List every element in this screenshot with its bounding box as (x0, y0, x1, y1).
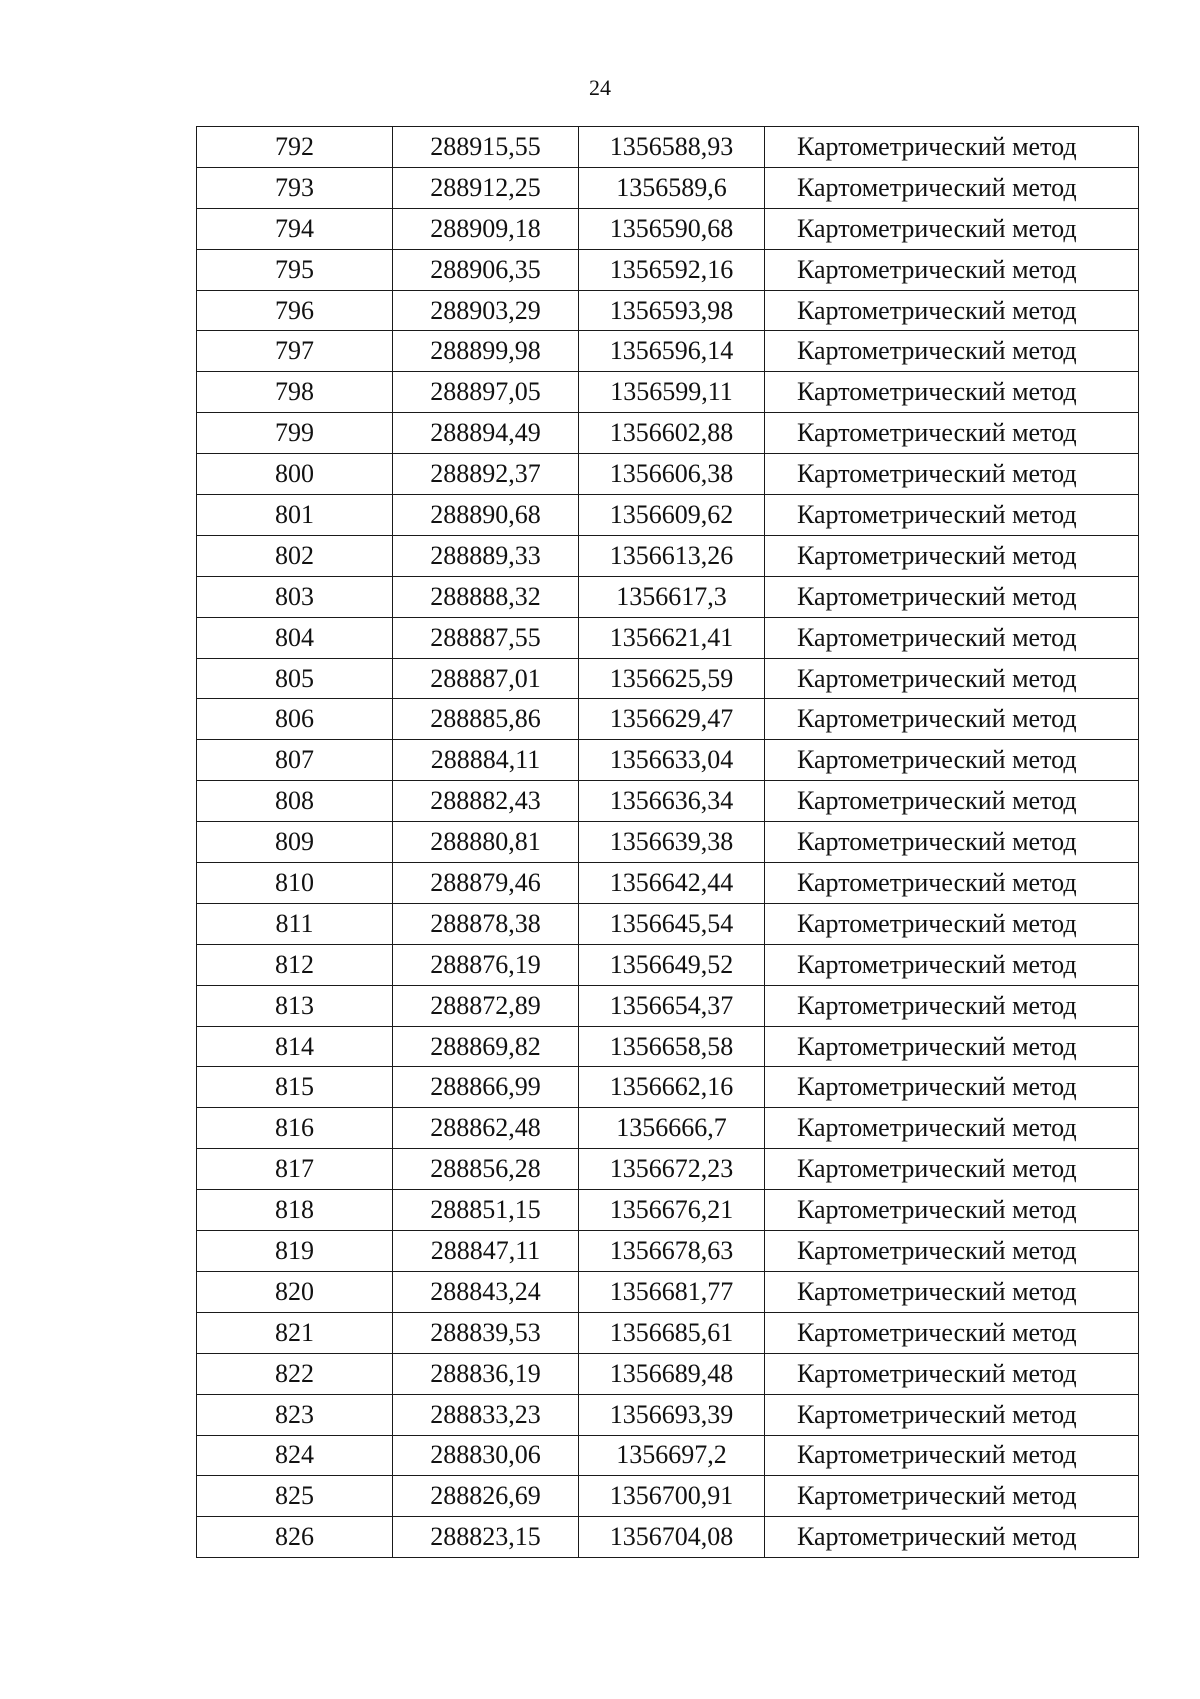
y-coordinate-cell: 1356697,2 (579, 1435, 765, 1476)
point-number-cell: 800 (197, 454, 393, 495)
point-number-cell: 809 (197, 822, 393, 863)
table-row (197, 331, 1139, 372)
point-number-cell: 799 (197, 413, 393, 454)
method-cell: Картометрический метод (765, 127, 1139, 168)
method-cell: Картометрический метод (765, 167, 1139, 208)
point-number-cell: 807 (197, 740, 393, 781)
y-coordinate-cell: 1356629,47 (579, 699, 765, 740)
coordinates-table-body (197, 127, 1139, 1558)
method-cell: Картометрический метод (765, 985, 1139, 1026)
table-row (197, 658, 1139, 699)
x-coordinate-cell: 288897,05 (393, 372, 579, 413)
table-row (197, 454, 1139, 495)
table-row (197, 1353, 1139, 1394)
y-coordinate-cell: 1356625,59 (579, 658, 765, 699)
y-coordinate-cell: 1356693,39 (579, 1394, 765, 1435)
table-row (197, 1271, 1139, 1312)
x-coordinate-cell: 288888,32 (393, 576, 579, 617)
page-number: 24 (589, 75, 611, 100)
point-number-cell: 794 (197, 208, 393, 249)
x-coordinate-cell: 288906,35 (393, 249, 579, 290)
point-number-cell: 812 (197, 944, 393, 985)
method-cell: Картометрический метод (765, 944, 1139, 985)
y-coordinate-cell: 1356681,77 (579, 1271, 765, 1312)
table-row (197, 1231, 1139, 1272)
y-coordinate-cell: 1356662,16 (579, 1067, 765, 1108)
point-number-cell: 795 (197, 249, 393, 290)
method-cell: Картометрический метод (765, 1026, 1139, 1067)
x-coordinate-cell: 288866,99 (393, 1067, 579, 1108)
x-coordinate-cell: 288872,89 (393, 985, 579, 1026)
table-row (197, 495, 1139, 536)
table-row (197, 822, 1139, 863)
table-row (197, 127, 1139, 168)
table-row (197, 1394, 1139, 1435)
table-row (197, 576, 1139, 617)
method-cell: Картометрический метод (765, 331, 1139, 372)
y-coordinate-cell: 1356689,48 (579, 1353, 765, 1394)
method-cell: Картометрический метод (765, 1190, 1139, 1231)
x-coordinate-cell: 288903,29 (393, 290, 579, 331)
point-number-cell: 819 (197, 1231, 393, 1272)
point-number-cell: 798 (197, 372, 393, 413)
x-coordinate-cell: 288876,19 (393, 944, 579, 985)
method-cell: Картометрический метод (765, 1435, 1139, 1476)
point-number-cell: 824 (197, 1435, 393, 1476)
y-coordinate-cell: 1356592,16 (579, 249, 765, 290)
method-cell: Картометрический метод (765, 208, 1139, 249)
point-number-cell: 801 (197, 495, 393, 536)
y-coordinate-cell: 1356617,3 (579, 576, 765, 617)
x-coordinate-cell: 288912,25 (393, 167, 579, 208)
y-coordinate-cell: 1356676,21 (579, 1190, 765, 1231)
method-cell: Картометрический метод (765, 1149, 1139, 1190)
y-coordinate-cell: 1356654,37 (579, 985, 765, 1026)
x-coordinate-cell: 288839,53 (393, 1312, 579, 1353)
point-number-cell: 803 (197, 576, 393, 617)
method-cell: Картометрический метод (765, 740, 1139, 781)
y-coordinate-cell: 1356613,26 (579, 535, 765, 576)
table-row (197, 208, 1139, 249)
x-coordinate-cell: 288847,11 (393, 1231, 579, 1272)
table-row (197, 1067, 1139, 1108)
table-row (197, 249, 1139, 290)
y-coordinate-cell: 1356606,38 (579, 454, 765, 495)
y-coordinate-cell: 1356621,41 (579, 617, 765, 658)
table-row (197, 167, 1139, 208)
x-coordinate-cell: 288833,23 (393, 1394, 579, 1435)
x-coordinate-cell: 288862,48 (393, 1108, 579, 1149)
x-coordinate-cell: 288826,69 (393, 1476, 579, 1517)
point-number-cell: 822 (197, 1353, 393, 1394)
table-row (197, 1108, 1139, 1149)
method-cell: Картометрический метод (765, 249, 1139, 290)
table-row (197, 781, 1139, 822)
table-row (197, 1190, 1139, 1231)
x-coordinate-cell: 288884,11 (393, 740, 579, 781)
point-number-cell: 797 (197, 331, 393, 372)
y-coordinate-cell: 1356602,88 (579, 413, 765, 454)
method-cell: Картометрический метод (765, 617, 1139, 658)
table-row (197, 413, 1139, 454)
x-coordinate-cell: 288851,15 (393, 1190, 579, 1231)
point-number-cell: 821 (197, 1312, 393, 1353)
method-cell: Картометрический метод (765, 454, 1139, 495)
y-coordinate-cell: 1356599,11 (579, 372, 765, 413)
point-number-cell: 813 (197, 985, 393, 1026)
method-cell: Картометрический метод (765, 1517, 1139, 1558)
method-cell: Картометрический метод (765, 413, 1139, 454)
x-coordinate-cell: 288869,82 (393, 1026, 579, 1067)
table-row (197, 1312, 1139, 1353)
point-number-cell: 825 (197, 1476, 393, 1517)
method-cell: Картометрический метод (765, 1394, 1139, 1435)
y-coordinate-cell: 1356649,52 (579, 944, 765, 985)
point-number-cell: 816 (197, 1108, 393, 1149)
table-row (197, 903, 1139, 944)
point-number-cell: 811 (197, 903, 393, 944)
method-cell: Картометрический метод (765, 576, 1139, 617)
method-cell: Картометрический метод (765, 658, 1139, 699)
table-row (197, 1435, 1139, 1476)
x-coordinate-cell: 288830,06 (393, 1435, 579, 1476)
y-coordinate-cell: 1356590,68 (579, 208, 765, 249)
y-coordinate-cell: 1356593,98 (579, 290, 765, 331)
x-coordinate-cell: 288889,33 (393, 535, 579, 576)
method-cell: Картометрический метод (765, 822, 1139, 863)
point-number-cell: 810 (197, 863, 393, 904)
table-row (197, 699, 1139, 740)
method-cell: Картометрический метод (765, 1271, 1139, 1312)
point-number-cell: 814 (197, 1026, 393, 1067)
x-coordinate-cell: 288892,37 (393, 454, 579, 495)
point-number-cell: 802 (197, 535, 393, 576)
table-row (197, 535, 1139, 576)
method-cell: Картометрический метод (765, 863, 1139, 904)
y-coordinate-cell: 1356609,62 (579, 495, 765, 536)
point-number-cell: 826 (197, 1517, 393, 1558)
coordinates-table (196, 126, 1139, 1558)
method-cell: Картометрический метод (765, 699, 1139, 740)
table-row (197, 1517, 1139, 1558)
table-row (197, 290, 1139, 331)
method-cell: Картометрический метод (765, 1353, 1139, 1394)
x-coordinate-cell: 288823,15 (393, 1517, 579, 1558)
x-coordinate-cell: 288836,19 (393, 1353, 579, 1394)
x-coordinate-cell: 288843,24 (393, 1271, 579, 1312)
x-coordinate-cell: 288879,46 (393, 863, 579, 904)
x-coordinate-cell: 288890,68 (393, 495, 579, 536)
method-cell: Картометрический метод (765, 1231, 1139, 1272)
y-coordinate-cell: 1356645,54 (579, 903, 765, 944)
point-number-cell: 808 (197, 781, 393, 822)
method-cell: Картометрический метод (765, 290, 1139, 331)
y-coordinate-cell: 1356678,63 (579, 1231, 765, 1272)
y-coordinate-cell: 1356704,08 (579, 1517, 765, 1558)
y-coordinate-cell: 1356642,44 (579, 863, 765, 904)
point-number-cell: 793 (197, 167, 393, 208)
method-cell: Картометрический метод (765, 1067, 1139, 1108)
table-row (197, 1476, 1139, 1517)
table-row (197, 372, 1139, 413)
x-coordinate-cell: 288915,55 (393, 127, 579, 168)
point-number-cell: 806 (197, 699, 393, 740)
y-coordinate-cell: 1356672,23 (579, 1149, 765, 1190)
point-number-cell: 820 (197, 1271, 393, 1312)
y-coordinate-cell: 1356666,7 (579, 1108, 765, 1149)
point-number-cell: 804 (197, 617, 393, 658)
y-coordinate-cell: 1356636,34 (579, 781, 765, 822)
x-coordinate-cell: 288887,55 (393, 617, 579, 658)
y-coordinate-cell: 1356633,04 (579, 740, 765, 781)
table-row (197, 617, 1139, 658)
table-row (197, 740, 1139, 781)
point-number-cell: 823 (197, 1394, 393, 1435)
point-number-cell: 805 (197, 658, 393, 699)
y-coordinate-cell: 1356588,93 (579, 127, 765, 168)
y-coordinate-cell: 1356639,38 (579, 822, 765, 863)
y-coordinate-cell: 1356658,58 (579, 1026, 765, 1067)
table-row (197, 1026, 1139, 1067)
y-coordinate-cell: 1356596,14 (579, 331, 765, 372)
table-row (197, 985, 1139, 1026)
table-row (197, 1149, 1139, 1190)
y-coordinate-cell: 1356589,6 (579, 167, 765, 208)
x-coordinate-cell: 288880,81 (393, 822, 579, 863)
x-coordinate-cell: 288856,28 (393, 1149, 579, 1190)
method-cell: Картометрический метод (765, 495, 1139, 536)
table-row (197, 863, 1139, 904)
method-cell: Картометрический метод (765, 1476, 1139, 1517)
method-cell: Картометрический метод (765, 781, 1139, 822)
method-cell: Картометрический метод (765, 535, 1139, 576)
x-coordinate-cell: 288887,01 (393, 658, 579, 699)
x-coordinate-cell: 288885,86 (393, 699, 579, 740)
x-coordinate-cell: 288899,98 (393, 331, 579, 372)
point-number-cell: 796 (197, 290, 393, 331)
method-cell: Картометрический метод (765, 372, 1139, 413)
y-coordinate-cell: 1356685,61 (579, 1312, 765, 1353)
method-cell: Картометрический метод (765, 903, 1139, 944)
point-number-cell: 815 (197, 1067, 393, 1108)
table-row (197, 944, 1139, 985)
point-number-cell: 792 (197, 127, 393, 168)
method-cell: Картометрический метод (765, 1312, 1139, 1353)
method-cell: Картометрический метод (765, 1108, 1139, 1149)
x-coordinate-cell: 288909,18 (393, 208, 579, 249)
point-number-cell: 818 (197, 1190, 393, 1231)
x-coordinate-cell: 288882,43 (393, 781, 579, 822)
point-number-cell: 817 (197, 1149, 393, 1190)
x-coordinate-cell: 288894,49 (393, 413, 579, 454)
x-coordinate-cell: 288878,38 (393, 903, 579, 944)
y-coordinate-cell: 1356700,91 (579, 1476, 765, 1517)
